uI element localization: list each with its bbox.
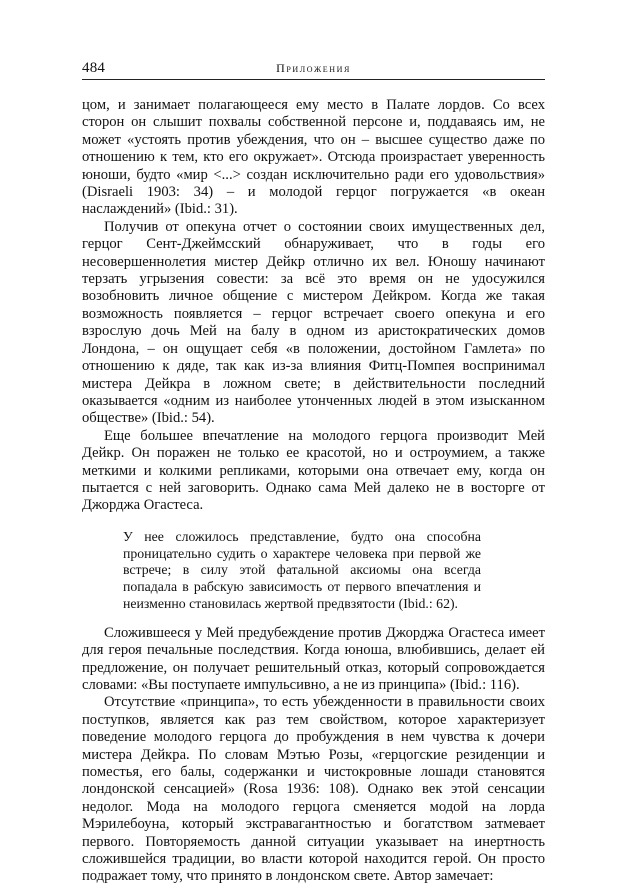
- main-text: [82, 97, 545, 886]
- block-quote-container: [82, 529, 481, 613]
- block-quote: У нее сложилось представление, будто она способна проницательно судить о характере человека при первой же встрече; в силу этой фатальной аксиомы она всегда попадала в рабскую зависимость от первого впечатления и неизменно становилась жертвой предвзятости (Ibid.: 62).: [123, 528, 481, 611]
- paragraph-4: Сложившееся у Мей предубеждение против Джорджа Огастеса имеет для героя печальные последствия. Когда юноша, влюбившись, делает ей предложение, он получает решительный отказ, который сопровождается словами: «Вы поступаете импульсивно, а не из принципа» (Ibid.: 116).: [82, 624, 545, 693]
- page-header: [82, 58, 545, 80]
- page-number: 484: [82, 60, 106, 76]
- paragraph-3: Еще большее впечатление на молодого герцога производит Мей Дейкр. Он поражен не только ее красотой, но и остроумием, а также меткими и колкими репликами, которыми она отвечает ему, когда он пытается с ней заговорить. Однако сама Мей далеко не в восторге от Джорджа Огастеса.: [82, 427, 545, 514]
- header-rule: [82, 79, 545, 80]
- paragraph-2: Получив от опекуна отчет о состоянии своих имущественных дел, герцог Сент-Джеймсский обнаруживает, что в годы его несовершеннолетия мистер Дейкр отлично их вел. Юношу начинают терзать угрызения совести: за всё это время он не удосужился возобновить личное общение с мистером Дейкром. Когда же такая возможность появляется – герцог встречает своего опекуна и его взрослую дочь Мей на балу в одном из аристократических домов Лондона, – он ощущает себя «в положении, достойном Гамлета» по отношению к дяде, так как из-за влияния Фитц-Помпея воспринимал мистера Дейкра в ложном свете; в действительности последний оказывается «одним из наиболее утонченных людей в этом изысканном обществе» (Ibid.: 54).: [82, 218, 545, 427]
- paragraph-5: Отсутствие «принципа», то есть убежденности в правильности своих поступков, является как раз тем свойством, которое характеризует поведение молодого герцога до пробуждения в нем чувства к дочери мистера Дейкра. По словам Мэтью Розы, «герцогские резиденции и поместья, его балы, содержанки и чистокровные лошади становятся лондонской сенсацией» (Rosa 1936: 108). Однако век этой сенсации недолог. Мода на молодого герцога сменяется модой на лорда Мэрилебоуна, который экстравагантностью и богатством затмевает первого. Повторяемость данной ситуации указывает на инертность сложившейся традиции, во власти которой находится герой. Он просто подражает тому, что принято в лондонском свете. Автор замечает:: [82, 694, 545, 885]
- running-title: Приложения: [276, 61, 351, 75]
- paragraph-1: цом, и занимает полагающееся ему место в Палате лордов. Со всех сторон он слышит похвалы собственной персоне и, поддаваясь им, не может «устоять против убеждения, что он – высшее существо даже по отношению к тем, кто его окружает». Отсюда произрастает уверенность юноши, будто «мир <...> создан исключительно ради его удовольствия» (Disraeli 1903: 34) – и молодой герцог погружается «в океан наслаждений» (Ibid.: 31).: [82, 97, 545, 218]
